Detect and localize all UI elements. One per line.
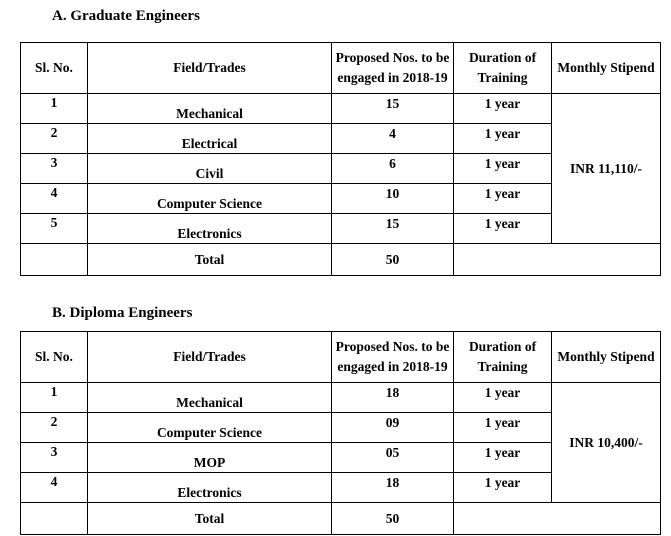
table-header-row [21, 332, 661, 383]
cell-nos: 4 [332, 124, 454, 154]
total-value: 50 [332, 503, 454, 535]
cell-duration: 1 year [454, 413, 552, 443]
cell-nos: 18 [332, 383, 454, 413]
total-row [21, 244, 661, 276]
header-duration: Duration of Training [454, 332, 552, 383]
cell-nos: 15 [332, 214, 454, 244]
cell-nos: 18 [332, 473, 454, 503]
cell-duration: 1 year [454, 383, 552, 413]
header-field-trades: Field/Trades [88, 332, 332, 383]
cell-duration: 1 year [454, 473, 552, 503]
cell-duration: 1 year [454, 94, 552, 124]
cell-field: Mechanical [88, 94, 332, 124]
cell-field: Computer Science [88, 413, 332, 443]
diploma-engineers-table [20, 331, 661, 535]
cell-sl: 1 [21, 94, 88, 124]
cell-nos: 6 [332, 154, 454, 184]
cell-sl: 5 [21, 214, 88, 244]
cell-nos: 15 [332, 94, 454, 124]
cell-field: Computer Science [88, 184, 332, 214]
cell-empty [454, 244, 661, 276]
table-row [21, 383, 661, 413]
cell-duration: 1 year [454, 214, 552, 244]
header-monthly-stipend: Monthly Stipend [552, 332, 661, 383]
header-monthly-stipend: Monthly Stipend [552, 43, 661, 94]
cell-nos: 10 [332, 184, 454, 214]
header-duration: Duration of Training [454, 43, 552, 94]
header-sl-no: Sl. No. [21, 332, 88, 383]
cell-sl: 3 [21, 154, 88, 184]
cell-nos: 09 [332, 413, 454, 443]
header-field-trades: Field/Trades [88, 43, 332, 94]
section-a-heading: A. Graduate Engineers [52, 8, 200, 24]
cell-stipend: INR 10,400/- [552, 383, 661, 503]
cell-empty [21, 503, 88, 535]
graduate-engineers-table [20, 42, 661, 276]
total-label: Total [88, 244, 332, 276]
header-proposed-nos: Proposed Nos. to be engaged in 2018-19 [332, 332, 454, 383]
cell-field: Electronics [88, 214, 332, 244]
cell-stipend: INR 11,110/- [552, 94, 661, 244]
section-b-heading: B. Diploma Engineers [52, 305, 193, 321]
cell-duration: 1 year [454, 154, 552, 184]
cell-duration: 1 year [454, 443, 552, 473]
table-row [21, 94, 661, 124]
cell-duration: 1 year [454, 184, 552, 214]
header-proposed-nos: Proposed Nos. to be engaged in 2018-19 [332, 43, 454, 94]
cell-field: Mechanical [88, 383, 332, 413]
cell-empty [21, 244, 88, 276]
header-sl-no: Sl. No. [21, 43, 88, 94]
total-label: Total [88, 503, 332, 535]
cell-field: Electronics [88, 473, 332, 503]
cell-sl: 2 [21, 413, 88, 443]
cell-field: Civil [88, 154, 332, 184]
table-header-row [21, 43, 661, 94]
cell-sl: 3 [21, 443, 88, 473]
cell-field: MOP [88, 443, 332, 473]
cell-duration: 1 year [454, 124, 552, 154]
cell-sl: 1 [21, 383, 88, 413]
cell-sl: 4 [21, 184, 88, 214]
cell-sl: 2 [21, 124, 88, 154]
cell-nos: 05 [332, 443, 454, 473]
cell-sl: 4 [21, 473, 88, 503]
cell-empty [454, 503, 661, 535]
total-value: 50 [332, 244, 454, 276]
total-row [21, 503, 661, 535]
cell-field: Electrical [88, 124, 332, 154]
